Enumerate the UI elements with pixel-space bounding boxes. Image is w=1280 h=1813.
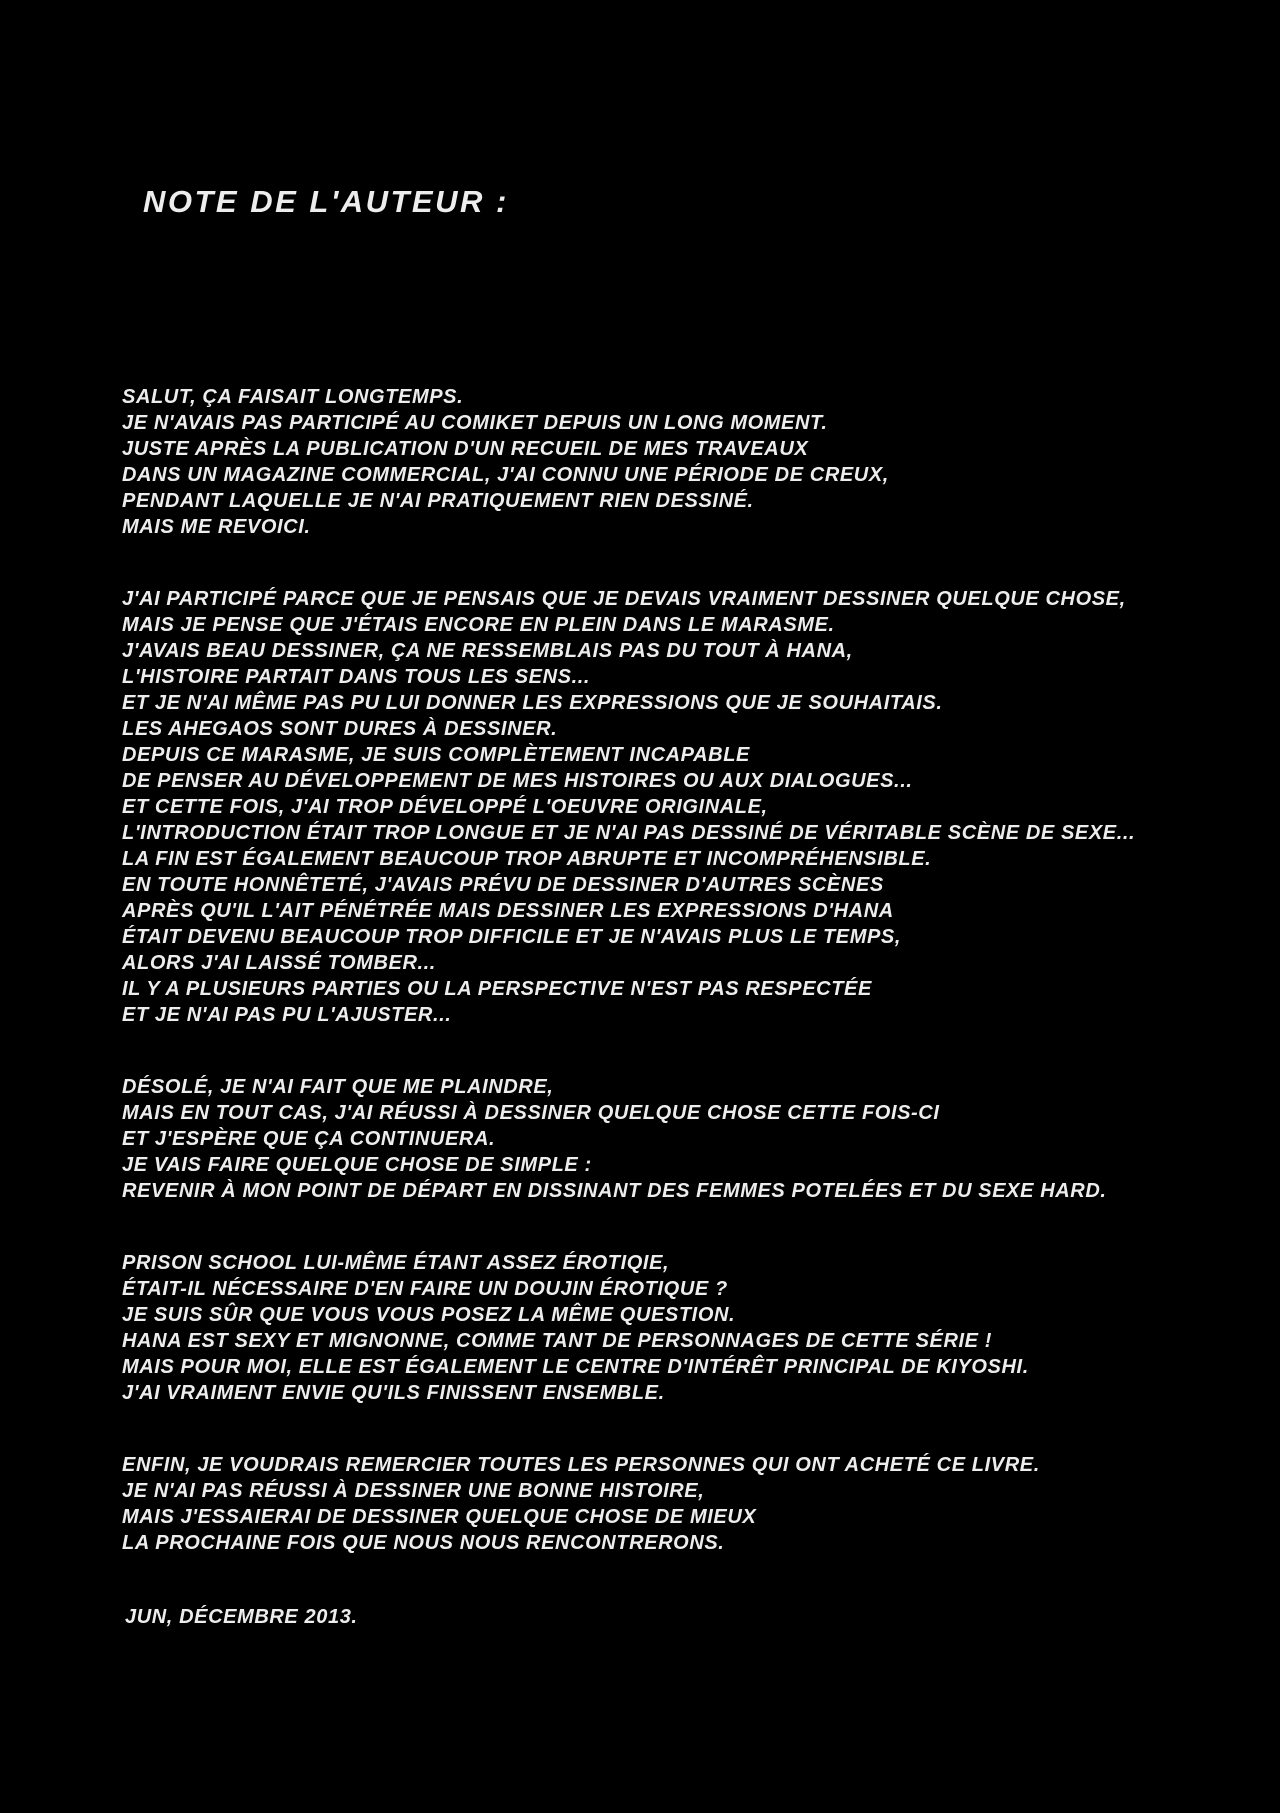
text-line: EN TOUTE HONNÊTETÉ, J'AVAIS PRÉVU DE DESSINER D'AUTRES SCÈNES: [122, 874, 884, 896]
text-line: LA PROCHAINE FOIS QUE NOUS NOUS RENCONTRERONS.: [122, 1532, 725, 1554]
author-note-body: [122, 384, 1260, 1602]
text-line: SALUT, ÇA FAISAIT LONGTEMPS.: [122, 386, 464, 408]
paragraph: [122, 384, 1260, 540]
text-line: L'HISTOIRE PARTAIT DANS TOUS LES SENS...: [122, 666, 591, 688]
text-line: DEPUIS CE MARASME, JE SUIS COMPLÈTEMENT INCAPABLE: [122, 744, 750, 766]
text-line: ÉTAIT-IL NÉCESSAIRE D'EN FAIRE UN DOUJIN ÉROTIQUE ?: [122, 1278, 728, 1300]
text-line: MAIS JE PENSE QUE J'ÉTAIS ENCORE EN PLEIN DANS LE MARASME.: [122, 614, 835, 636]
text-line: JE N'AI PAS RÉUSSI À DESSINER UNE BONNE HISTOIRE,: [122, 1480, 705, 1502]
text-line: DANS UN MAGAZINE COMMERCIAL, J'AI CONNU UNE PÉRIODE DE CREUX,: [122, 464, 889, 486]
paragraph: [122, 586, 1260, 1028]
text-line: ENFIN, JE VOUDRAIS REMERCIER TOUTES LES PERSONNES QUI ONT ACHETÉ CE LIVRE.: [122, 1454, 1040, 1476]
text-line: MAIS EN TOUT CAS, J'AI RÉUSSI À DESSINER QUELQUE CHOSE CETTE FOIS-CI: [122, 1102, 940, 1124]
text-line: JE VAIS FAIRE QUELQUE CHOSE DE SIMPLE :: [122, 1154, 592, 1176]
text-line: ÉTAIT DEVENU BEAUCOUP TROP DIFFICILE ET JE N'AVAIS PLUS LE TEMPS,: [122, 926, 901, 948]
text-line: APRÈS QU'IL L'AIT PÉNÉTRÉE MAIS DESSINER LES EXPRESSIONS D'HANA: [122, 900, 894, 922]
text-line: ALORS J'AI LAISSÉ TOMBER...: [122, 952, 436, 974]
text-line: JE SUIS SÛR QUE VOUS VOUS POSEZ LA MÊME QUESTION.: [122, 1304, 736, 1326]
text-line: PRISON SCHOOL LUI-MÊME ÉTANT ASSEZ ÉROTIQIE,: [122, 1252, 670, 1274]
text-line: JUSTE APRÈS LA PUBLICATION D'UN RECUEIL DE MES TRAVEAUX: [122, 438, 809, 460]
text-line: ET J'ESPÈRE QUE ÇA CONTINUERA.: [122, 1128, 496, 1150]
text-line: ET JE N'AI MÊME PAS PU LUI DONNER LES EXPRESSIONS QUE JE SOUHAITAIS.: [122, 692, 943, 714]
text-line: HANA EST SEXY ET MIGNONNE, COMME TANT DE PERSONNAGES DE CETTE SÉRIE !: [122, 1330, 993, 1352]
text-line: J'AVAIS BEAU DESSINER, ÇA NE RESSEMBLAIS PAS DU TOUT À HANA,: [122, 640, 853, 662]
text-line: LES AHEGAOS SONT DURES À DESSINER.: [122, 718, 558, 740]
text-line: MAIS POUR MOI, ELLE EST ÉGALEMENT LE CENTRE D'INTÉRÊT PRINCIPAL DE KIYOSHI.: [122, 1356, 1029, 1378]
text-line: REVENIR À MON POINT DE DÉPART EN DISSINANT DES FEMMES POTELÉES ET DU SEXE HARD.: [122, 1180, 1107, 1202]
text-line: ET CETTE FOIS, J'AI TROP DÉVELOPPÉ L'OEUVRE ORIGINALE,: [122, 796, 768, 818]
text-line: LA FIN EST ÉGALEMENT BEAUCOUP TROP ABRUPTE ET INCOMPRÉHENSIBLE.: [122, 848, 932, 870]
text-line: JE N'AVAIS PAS PARTICIPÉ AU COMIKET DEPUIS UN LONG MOMENT.: [122, 412, 828, 434]
text-line: L'INTRODUCTION ÉTAIT TROP LONGUE ET JE N'AI PAS DESSINÉ DE VÉRITABLE SCÈNE DE SEXE...: [122, 822, 1136, 844]
text-line: PENDANT LAQUELLE JE N'AI PRATIQUEMENT RIEN DESSINÉ.: [122, 490, 754, 512]
text-line: DÉSOLÉ, JE N'AI FAIT QUE ME PLAINDRE,: [122, 1076, 554, 1098]
text-line: MAIS ME REVOICI.: [122, 516, 311, 538]
paragraph: [122, 1074, 1260, 1204]
paragraph: [122, 1452, 1260, 1556]
signature-line: JUN, DÉCEMBRE 2013.: [125, 1606, 358, 1628]
text-line: DE PENSER AU DÉVELOPPEMENT DE MES HISTOIRES OU AUX DIALOGUES...: [122, 770, 913, 792]
page-title: NOTE DE L'AUTEUR :: [143, 184, 509, 219]
text-line: J'AI PARTICIPÉ PARCE QUE JE PENSAIS QUE JE DEVAIS VRAIMENT DESSINER QUELQUE CHOSE,: [122, 588, 1126, 610]
text-line: J'AI VRAIMENT ENVIE QU'ILS FINISSENT ENSEMBLE.: [122, 1382, 665, 1404]
text-line: IL Y A PLUSIEURS PARTIES OU LA PERSPECTIVE N'EST PAS RESPECTÉE: [122, 978, 872, 1000]
paragraph: [122, 1250, 1260, 1406]
text-line: ET JE N'AI PAS PU L'AJUSTER...: [122, 1004, 452, 1026]
text-line: MAIS J'ESSAIERAI DE DESSINER QUELQUE CHOSE DE MIEUX: [122, 1506, 757, 1528]
